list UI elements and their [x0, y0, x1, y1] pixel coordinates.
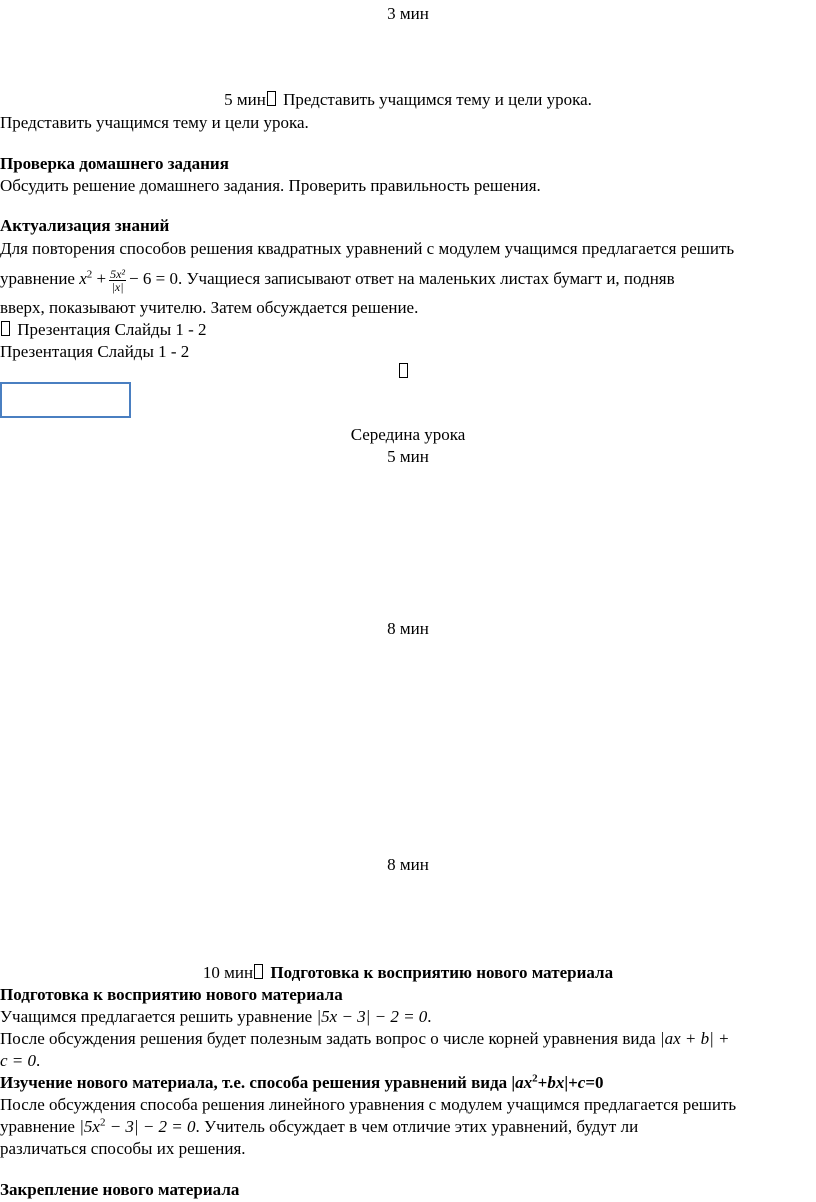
consolidation-heading: Закрепление нового материала: [0, 1180, 240, 1199]
preparation-line3: [0, 1051, 40, 1071]
heading-sup: 2: [532, 1072, 538, 1085]
preparation-line2-eq: |ax + b| +: [659, 1029, 730, 1048]
fraction-numerator: 5x²: [110, 266, 126, 281]
equation-sup: 2: [86, 268, 93, 281]
preparation-heading: Подготовка к восприятию нового материала: [0, 985, 343, 1004]
new-material-eq-a: |5x: [79, 1117, 100, 1136]
preparation-line1-prefix: Учащимся предлагается решить уравнение: [0, 1007, 317, 1026]
preparation-line2-prefix: После обсуждения решения будет полезным задать вопрос о числе корней уравнения вида: [0, 1029, 660, 1048]
actualization-line3: вверх, показывают учителю. Затем обсуждается решение.: [0, 298, 419, 317]
missing-glyph-icon: [267, 91, 276, 106]
intro-time: 5 мин: [224, 90, 266, 109]
heading-bx: bx: [547, 1073, 565, 1092]
actualization-line2: [0, 266, 675, 293]
actualization-heading: Актуализация знаний: [0, 216, 170, 235]
new-material-heading-prefix: Изучение нового материала, т.е. способа решения уравнений вида |: [0, 1073, 516, 1092]
intro-title: Представить учащимся тему и цели урока.: [283, 90, 592, 109]
actualization-line1: Для повторения способов решения квадратных уравнений с модулем учащимся предлагается решить: [0, 239, 735, 258]
missing-glyph-icon: [254, 964, 263, 979]
new-material-line3: различаться способы их решения.: [0, 1139, 246, 1158]
preparation-line1: [0, 1007, 432, 1027]
missing-glyph-icon: [1, 321, 10, 336]
homework-body: Обсудить решение домашнего задания. Проверить правильность решения.: [0, 176, 541, 195]
heading-ax: ax: [515, 1073, 533, 1092]
homework-heading: Проверка домашнего задания: [0, 154, 229, 173]
heading-end: =0: [585, 1073, 604, 1092]
fraction-denominator: |x|: [111, 279, 124, 294]
intro-title-line: [0, 90, 816, 110]
preparation-time: 10 мин: [202, 963, 254, 982]
middle-time-5min: 5 мин: [387, 447, 429, 466]
preparation-line2: [0, 1029, 730, 1049]
new-material-line2-prefix: уравнение: [0, 1117, 80, 1136]
equation-plus: +: [96, 269, 107, 288]
time-label-3min: 3 мин: [387, 4, 429, 23]
equation-tail: − 6 = 0: [129, 269, 178, 288]
heading-c: c: [577, 1073, 586, 1092]
preparation-line3-eq: c = 0: [0, 1051, 37, 1070]
middle-time-8min-2: 8 мин: [387, 855, 429, 874]
heading-plus: +: [537, 1073, 548, 1092]
new-material-line1: После обсуждения способа решения линейного уравнения с модулем учащимся предлагается решить: [0, 1095, 737, 1114]
preparation-title-line: [0, 963, 816, 983]
new-material-line2-suffix: . Учитель обсуждает в чем отличие этих уравнений, будут ли: [195, 1117, 639, 1136]
new-material-line2: [0, 1117, 638, 1137]
preparation-title: Подготовка к восприятию нового материала: [270, 963, 614, 982]
presentation-label-2: Презентация Слайды 1 - 2: [0, 342, 190, 361]
middle-time-8min-1: 8 мин: [387, 619, 429, 638]
equation-fraction: [109, 268, 126, 293]
heading-bar: |+: [564, 1073, 578, 1092]
actualization-line2-suffix: . Учащиеся записывают ответ на маленьких листах бумагт и, подняв: [177, 269, 675, 288]
middle-title: Середина урока: [350, 425, 466, 444]
missing-glyph-icon: [399, 363, 408, 378]
equation-x: x: [79, 269, 87, 288]
new-material-eq-sup: 2: [99, 1116, 106, 1129]
new-material-heading: [0, 1073, 604, 1093]
missing-glyph-line: [398, 362, 411, 382]
preparation-line1-eq: |5x − 3| − 2 = 0: [316, 1007, 428, 1026]
presentation-line-1: [0, 320, 207, 340]
intro-body: Представить учащимся тему и цели урока.: [0, 113, 309, 132]
blue-outline-box: [0, 382, 131, 418]
preparation-line1-suffix: .: [427, 1007, 432, 1026]
new-material-eq-b: − 3| − 2 = 0: [105, 1117, 196, 1136]
preparation-line3-suffix: .: [36, 1051, 41, 1070]
actualization-line2-prefix: уравнение: [0, 269, 75, 288]
presentation-label-1: Презентация Слайды 1 - 2: [17, 320, 207, 339]
